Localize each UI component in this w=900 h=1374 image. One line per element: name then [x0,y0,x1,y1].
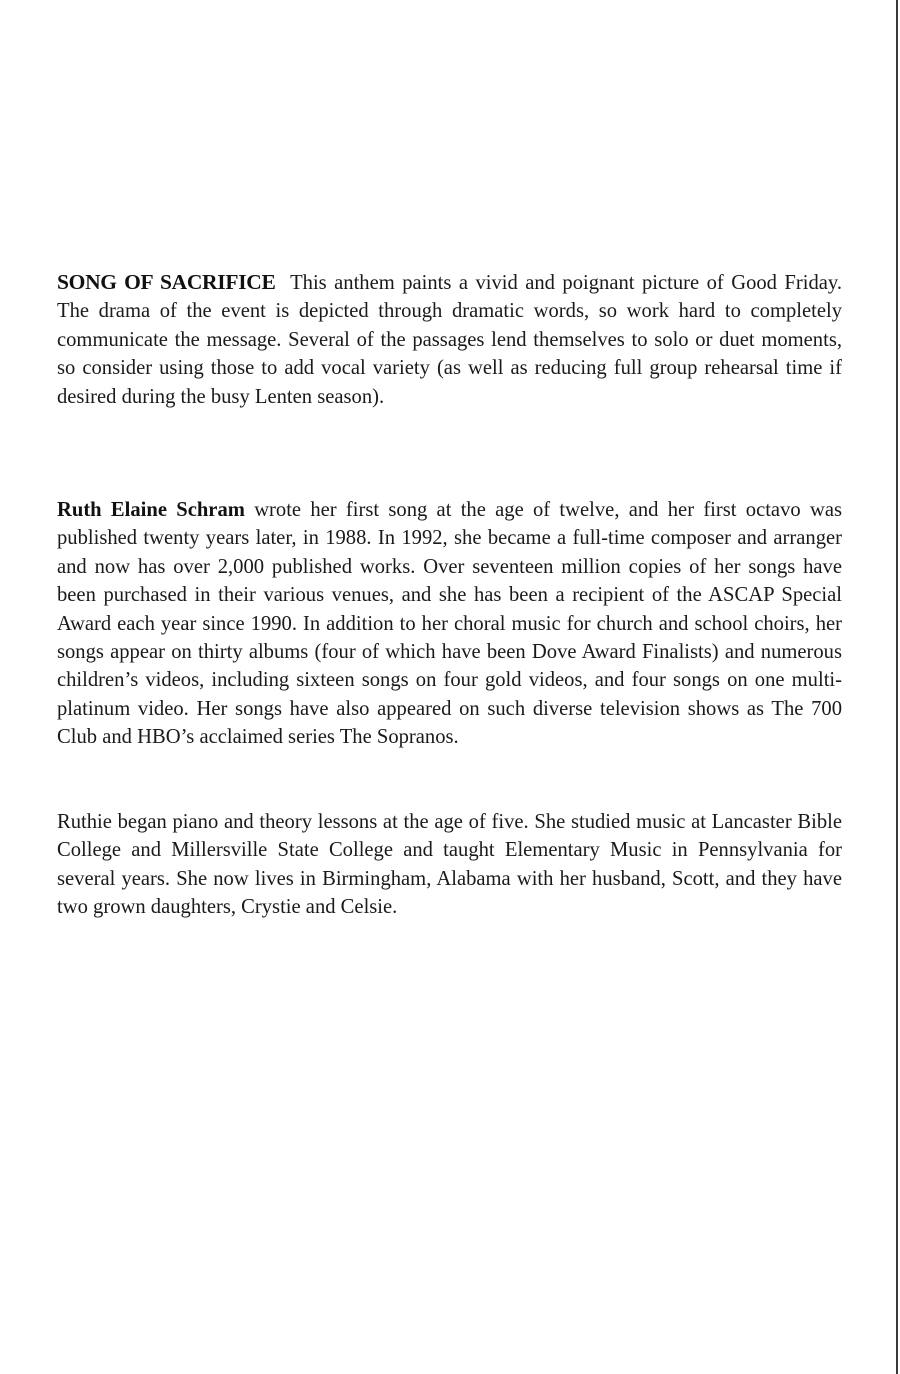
composer-name: Ruth Elaine Schram [57,499,245,521]
anthem-description-text: This anthem paints a vivid and poignant picture of Good Friday. The drama of the event is depicted through dramatic words, so work hard to completely communicate the message. Several of the passages lend themselves to solo or duet moments, so consider using those to add vocal variety (as well as reducing full group rehearsal time if desired during the busy Lenten season). [57,272,842,408]
composer-bio-text-1: wrote her first song at the age of twelve, and her first octavo was published twenty years later, in 1988. In 1992, she became a full-time composer and arranger and now has over 2,000 published works. Over seventeen million copies of her songs have been purchased in their various venues, and she has been a recipient of the ASCAP Special Award each year since 1990. In addition to her choral music for church and school choirs, her songs appear on thirty albums (four of which have been Dove Award Finalists) and numerous children’s videos, including sixteen songs on four gold videos, and four songs on one multi-platinum video. Her songs have also appeared on such diverse television shows as The 700 Club and HBO’s acclaimed series The Sopranos. [57,499,842,749]
composer-bio-paragraph-2: Ruthie began piano and theory lessons at the age of five. She studied music at Lancaster Bible College and Millersville State College and taught Elementary Music in Pennsylvania for several years. She now lives in Birmingham, Alabama with her husband, Scott, and they have two grown daughters, Crystie and Celsie. [57,811,842,919]
composer-bio-paragraph-1 [57,496,842,752]
anthem-title: SONG OF SACRIFICE [57,270,276,294]
anthem-description [57,268,842,411]
